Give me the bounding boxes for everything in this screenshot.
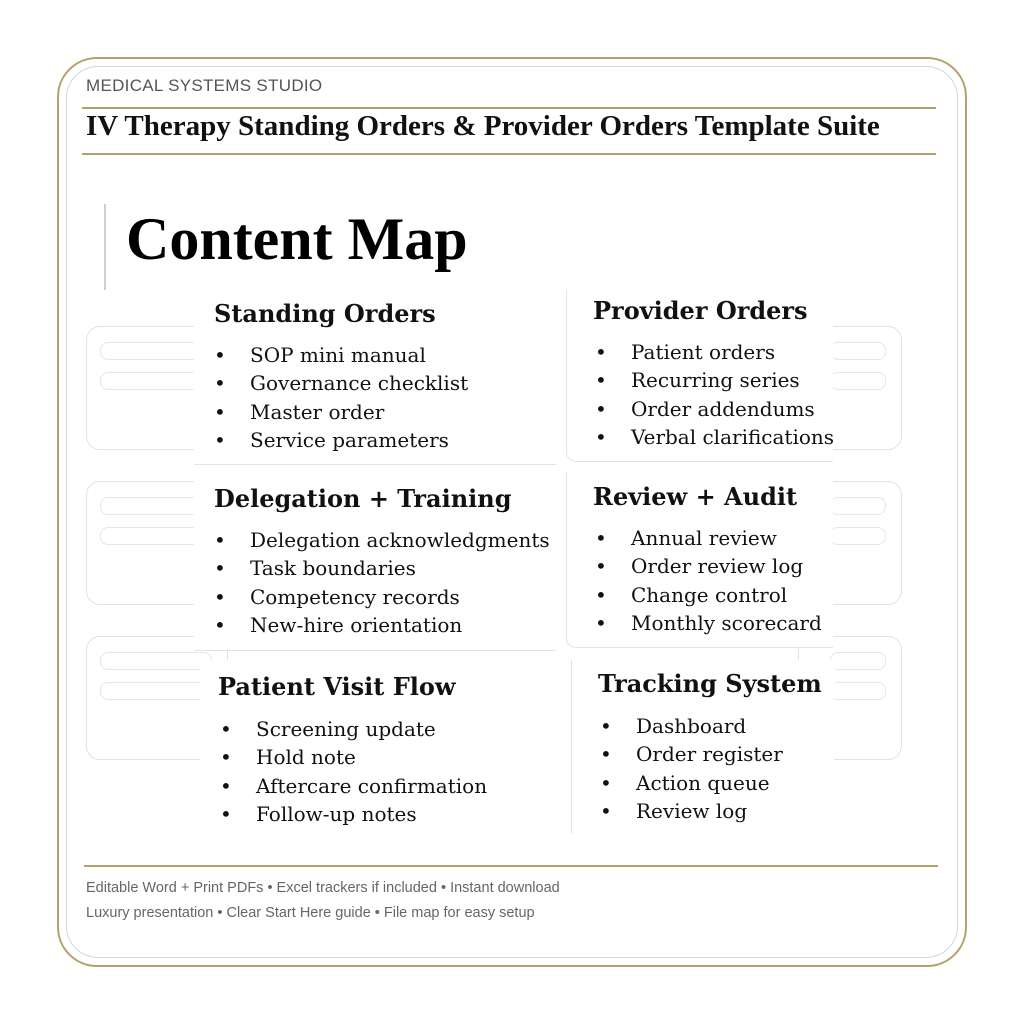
list-item: • Screening update (220, 717, 436, 741)
section-list (595, 338, 834, 451)
list-item: • SOP mini manual (214, 343, 426, 367)
list-item: • Annual review (595, 526, 777, 550)
footer-divider (84, 865, 938, 867)
list-item: • Hold note (220, 745, 356, 770)
studio-name: MEDICAL SYSTEMS STUDIO (86, 76, 323, 95)
footer-line-1: Editable Word + Print PDFs • Excel trackers if included • Instant download (86, 880, 560, 896)
list-item: • Review log (600, 798, 748, 823)
list-item: • Task boundaries (214, 556, 416, 581)
list-item: • Order addendums (595, 396, 815, 421)
list-item: • Order register (600, 742, 783, 767)
title-divider (82, 153, 936, 155)
background-field (100, 682, 212, 700)
list-item: • Service parameters (214, 427, 449, 452)
background-field (830, 497, 886, 515)
background-field (100, 652, 212, 670)
list-item: • Governance checklist (214, 371, 469, 396)
section-title: Tracking System (598, 669, 822, 698)
section-card-tracking-system (571, 660, 834, 834)
list-item: • Follow-up notes (220, 801, 417, 826)
map-title-accent (104, 204, 106, 290)
section-title: Review + Audit (593, 482, 798, 511)
list-item: • Patient orders (595, 340, 776, 364)
list-item: • Verbal clarifications (595, 424, 835, 449)
section-card-provider-orders (566, 290, 833, 462)
section-title: Provider Orders (593, 296, 808, 325)
background-field (830, 527, 886, 545)
list-item: • Order review log (595, 554, 804, 579)
section-list (600, 712, 783, 825)
section-list (595, 524, 822, 637)
list-item: • Recurring series (595, 368, 800, 393)
section-title: Patient Visit Flow (218, 672, 456, 701)
background-field (830, 652, 886, 670)
background-field (830, 342, 886, 360)
list-item: • Aftercare confirmation (220, 773, 488, 798)
section-list (214, 341, 468, 454)
footer-line-2: Luxury presentation • Clear Start Here guide • File map for easy setup (86, 905, 535, 921)
section-list (220, 715, 487, 828)
section-title: Standing Orders (214, 299, 436, 328)
list-item: • Action queue (600, 770, 770, 795)
background-field (830, 682, 886, 700)
top-divider (82, 107, 936, 109)
section-title: Delegation + Training (214, 484, 512, 513)
list-item: • Master order (214, 399, 385, 424)
list-item: • Dashboard (600, 714, 747, 738)
content-map-title: Content Map (126, 206, 468, 272)
section-card-patient-visit-flow (200, 660, 500, 834)
section-list (214, 526, 550, 639)
list-item: • Monthly scorecard (595, 610, 822, 635)
section-card-standing-orders (194, 296, 556, 465)
section-card-delegation-training (194, 470, 556, 651)
list-item: • Change control (595, 582, 788, 607)
list-item: • Competency records (214, 584, 460, 609)
background-field (830, 372, 886, 390)
list-item: • New-hire orientation (214, 612, 463, 637)
section-card-review-audit (566, 472, 833, 648)
list-item: • Delegation acknowledgments (214, 528, 550, 552)
page-title: IV Therapy Standing Orders & Provider Orders Template Suite (86, 110, 880, 142)
